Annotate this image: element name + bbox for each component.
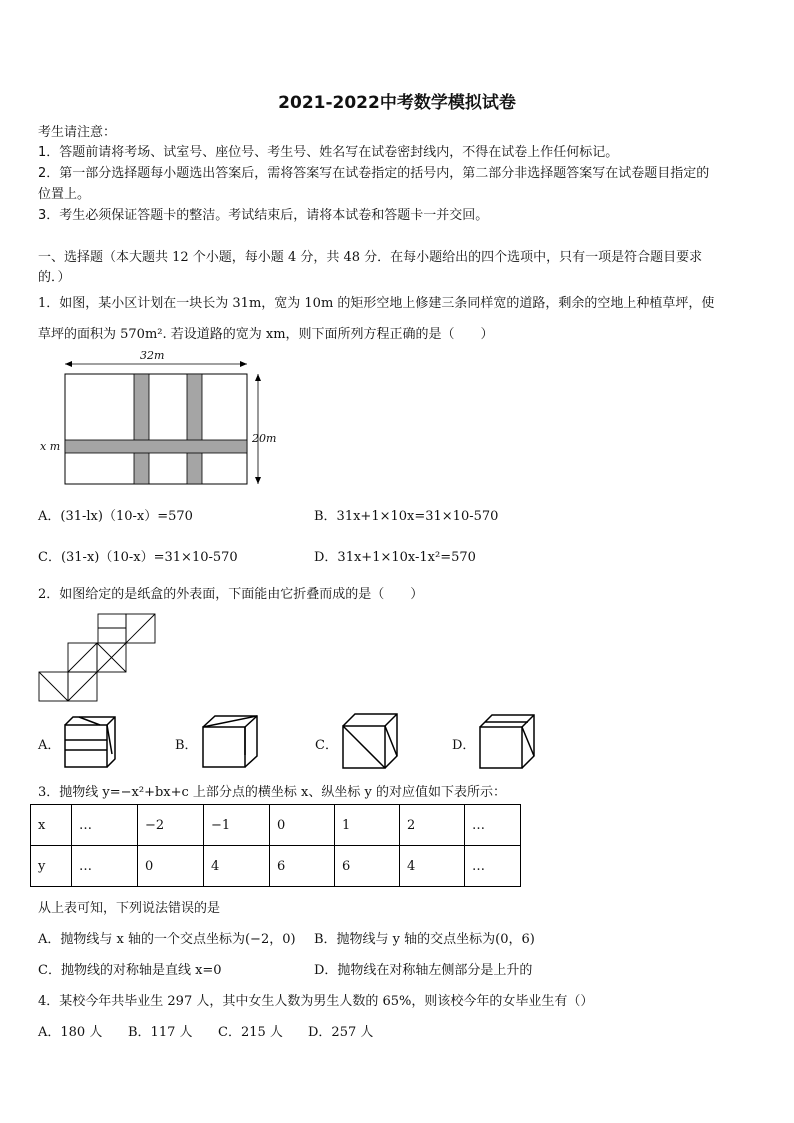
q1-option-c: C．(31-x)（10-x）=31×10-570 bbox=[38, 550, 238, 565]
notice-item-1: 1．答题前请将考场、试室号、座位号、考生号、姓名写在试卷密封线内，不得在试卷上作任何标记。 bbox=[38, 145, 619, 160]
table-cell: 6 bbox=[335, 846, 400, 887]
q4-option-c: C．215 人 bbox=[218, 1025, 283, 1040]
q1-option-d: D．31x+1×10x-1x²=570 bbox=[314, 550, 476, 565]
table-cell: x bbox=[31, 805, 72, 846]
q2-stem: 2．如图给定的是纸盒的外表面，下面能由它折叠而成的是（ ） bbox=[38, 587, 424, 602]
q2-option-c-cube bbox=[342, 713, 402, 769]
q2-option-a-cube bbox=[64, 716, 124, 768]
q1-stem-cont: 草坪的面积为 570m². 若设道路的宽为 xm，则下面所列方程正确的是（ ） bbox=[38, 327, 494, 342]
section-heading: 一、选择题（本大题共 12 个小题，每小题 4 分，共 48 分．在每小题给出的四个选项中，只有一项是符合题目要求 bbox=[38, 250, 703, 265]
q2-option-d-label: D． bbox=[452, 738, 476, 753]
table-cell: … bbox=[72, 805, 138, 846]
table-cell: 4 bbox=[400, 846, 465, 887]
road-width-label: x m bbox=[40, 440, 61, 453]
table-row bbox=[31, 805, 521, 846]
table-cell: 4 bbox=[204, 846, 270, 887]
table-row bbox=[31, 846, 521, 887]
q3-question: 从上表可知，下列说法错误的是 bbox=[38, 901, 221, 916]
q2-option-b-cube bbox=[202, 715, 262, 769]
table-cell: 6 bbox=[270, 846, 335, 887]
table-cell: 0 bbox=[138, 846, 204, 887]
notice-item-2: 2．第一部分选择题每小题选出答案后，需将答案写在试卷指定的括号内，第二部分非选择题答案写在试卷题目指定的 bbox=[38, 166, 710, 181]
q3-option-b: B．抛物线与 y 轴的交点坐标为(0，6) bbox=[314, 932, 535, 947]
q2-option-b-label: B． bbox=[175, 738, 198, 753]
q2-option-a-label: A． bbox=[38, 738, 61, 753]
table-cell: … bbox=[465, 846, 521, 887]
page-title: 2021-2022中考数学模拟试卷 bbox=[278, 93, 516, 113]
q4-stem: 4．某校今年共毕业生 297 人，其中女生人数为男生人数的 65%，则该校今年的女毕业生有（） bbox=[38, 994, 594, 1009]
table-cell: 2 bbox=[400, 805, 465, 846]
value-table bbox=[30, 804, 521, 887]
table-cell: 0 bbox=[270, 805, 335, 846]
table-cell: … bbox=[72, 846, 138, 887]
notice-item-3: 3．考生必须保证答题卡的整洁。考试结束后，请将本试卷和答题卡一并交回。 bbox=[38, 208, 489, 223]
q4-option-b: B．117 人 bbox=[128, 1025, 193, 1040]
q4-option-d: D．257 人 bbox=[308, 1025, 374, 1040]
table-cell: … bbox=[465, 805, 521, 846]
q2-option-d-cube bbox=[479, 714, 541, 770]
q3-stem: 3．抛物线 y=−x²+bx+c 上部分点的横坐标 x、纵坐标 y 的对应值如下表所示： bbox=[38, 785, 507, 800]
road-diagram bbox=[30, 345, 270, 495]
table-cell: −2 bbox=[138, 805, 204, 846]
table-cell: y bbox=[31, 846, 72, 887]
notice-item-2-cont: 位置上。 bbox=[38, 187, 91, 202]
table-cell: 1 bbox=[335, 805, 400, 846]
width-label: 20m bbox=[252, 432, 277, 445]
q3-option-d: D．抛物线在对称轴左侧部分是上升的 bbox=[314, 963, 533, 978]
notice-heading: 考生请注意： bbox=[38, 125, 117, 140]
q1-option-a: A．(31-lx)（10-x）=570 bbox=[38, 509, 193, 524]
cube-net-diagram bbox=[38, 613, 163, 703]
q1-stem: 1．如图，某小区计划在一块长为 31m，宽为 10m 的矩形空地上修建三条同样宽的道路，剩余的空地上种植草坪，使 bbox=[38, 296, 715, 311]
q1-option-b: B．31x+1×10x=31×10-570 bbox=[314, 509, 499, 524]
section-heading-cont: 的．） bbox=[38, 270, 71, 285]
length-label: 32m bbox=[140, 349, 165, 362]
q2-option-c-label: C． bbox=[315, 738, 338, 753]
table-cell: −1 bbox=[204, 805, 270, 846]
q3-option-a: A．抛物线与 x 轴的一个交点坐标为(−2，0) bbox=[38, 932, 296, 947]
q4-option-a: A．180 人 bbox=[38, 1025, 103, 1040]
q3-option-c: C．抛物线的对称轴是直线 x=0 bbox=[38, 963, 222, 978]
